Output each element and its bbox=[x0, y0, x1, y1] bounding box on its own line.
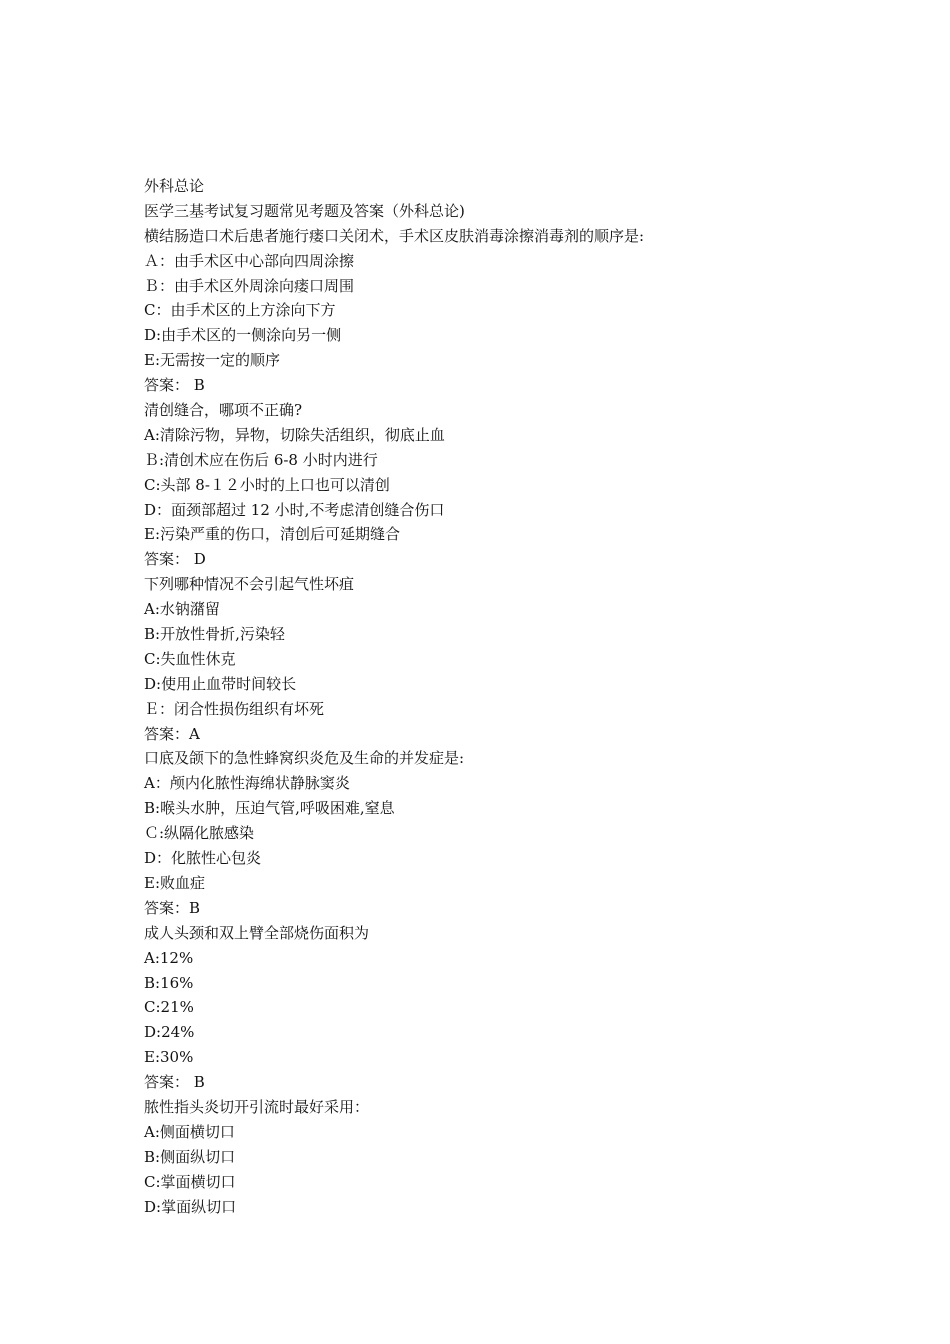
option-line: A:水钠潴留 bbox=[144, 600, 220, 619]
section-title: 外科总论 bbox=[144, 177, 205, 195]
answer-line: 答案：A bbox=[144, 724, 200, 743]
option-line: B:开放性骨折,污染轻 bbox=[144, 625, 285, 644]
option-line: D：化脓性心包炎 bbox=[144, 849, 262, 868]
question-4: 口底及颌下的急性蜂窝织炎危及生命的并发症是: bbox=[144, 749, 465, 768]
option-line: Ｅ：闭合性损伤组织有坏死 bbox=[144, 699, 325, 718]
option-line: E:30% bbox=[144, 1048, 194, 1067]
option-line: Ｂ：由手术区外周涂向瘘口周围 bbox=[144, 276, 355, 295]
option-line: D:由手术区的一侧涂向另一侧 bbox=[144, 326, 342, 345]
question-6: 脓性指头炎切开引流时最好采用： bbox=[144, 1097, 370, 1116]
document-body bbox=[144, 174, 844, 1219]
option-line: A:12% bbox=[144, 948, 194, 967]
option-line: E:败血症 bbox=[144, 873, 206, 892]
option-line: E:污染严重的伤口，清创后可延期缝合 bbox=[144, 525, 401, 544]
answer-line: 答案： B bbox=[144, 376, 205, 395]
option-line: D:24% bbox=[144, 1023, 195, 1042]
question-1: 横结肠造口术后患者施行瘘口关闭术，手术区皮肤消毒涂擦消毒剂的顺序是: bbox=[144, 226, 645, 245]
option-line: C:头部 8-１２小时的上口也可以清创 bbox=[144, 475, 390, 494]
option-line: Ａ：由手术区中心部向四周涂擦 bbox=[144, 251, 355, 270]
option-line: Ｂ:清创术应在伤后 6-8 小时内进行 bbox=[144, 450, 378, 469]
answer-line: 答案：B bbox=[144, 898, 201, 917]
document-title: 医学三基考试复习题常见考题及答案（外科总论) bbox=[144, 201, 465, 220]
option-line: C：由手术区的上方涂向下方 bbox=[144, 301, 336, 320]
option-line: C:掌面横切口 bbox=[144, 1172, 236, 1191]
option-line: D:使用止血带时间较长 bbox=[144, 674, 297, 693]
option-line: B:16% bbox=[144, 973, 194, 992]
question-2: 清创缝合，哪项不正确? bbox=[144, 401, 303, 420]
answer-line: 答案： D bbox=[144, 550, 206, 569]
option-line: B:侧面纵切口 bbox=[144, 1147, 236, 1166]
question-5: 成人头颈和双上臂全部烧伤面积为 bbox=[144, 923, 370, 942]
option-line: A：颅内化脓性海绵状静脉窦炎 bbox=[144, 774, 350, 793]
option-line: Ｃ:纵隔化脓感染 bbox=[144, 824, 255, 843]
option-line: B:喉头水肿，压迫气管,呼吸困难,窒息 bbox=[144, 799, 395, 818]
option-line: A:清除污物，异物，切除失活组织，彻底止血 bbox=[144, 425, 445, 444]
answer-line: 答案： B bbox=[144, 1073, 205, 1092]
option-line: C:失血性休克 bbox=[144, 649, 236, 668]
option-line: D:掌面纵切口 bbox=[144, 1197, 237, 1216]
option-line: A:侧面横切口 bbox=[144, 1122, 235, 1141]
question-3: 下列哪种情况不会引起气性坏疽 bbox=[144, 575, 355, 594]
option-line: D：面颈部超过 12 小时,不考虑清创缝合伤口 bbox=[144, 500, 445, 519]
option-line: C:21% bbox=[144, 998, 194, 1017]
option-line: E:无需按一定的顺序 bbox=[144, 351, 281, 370]
